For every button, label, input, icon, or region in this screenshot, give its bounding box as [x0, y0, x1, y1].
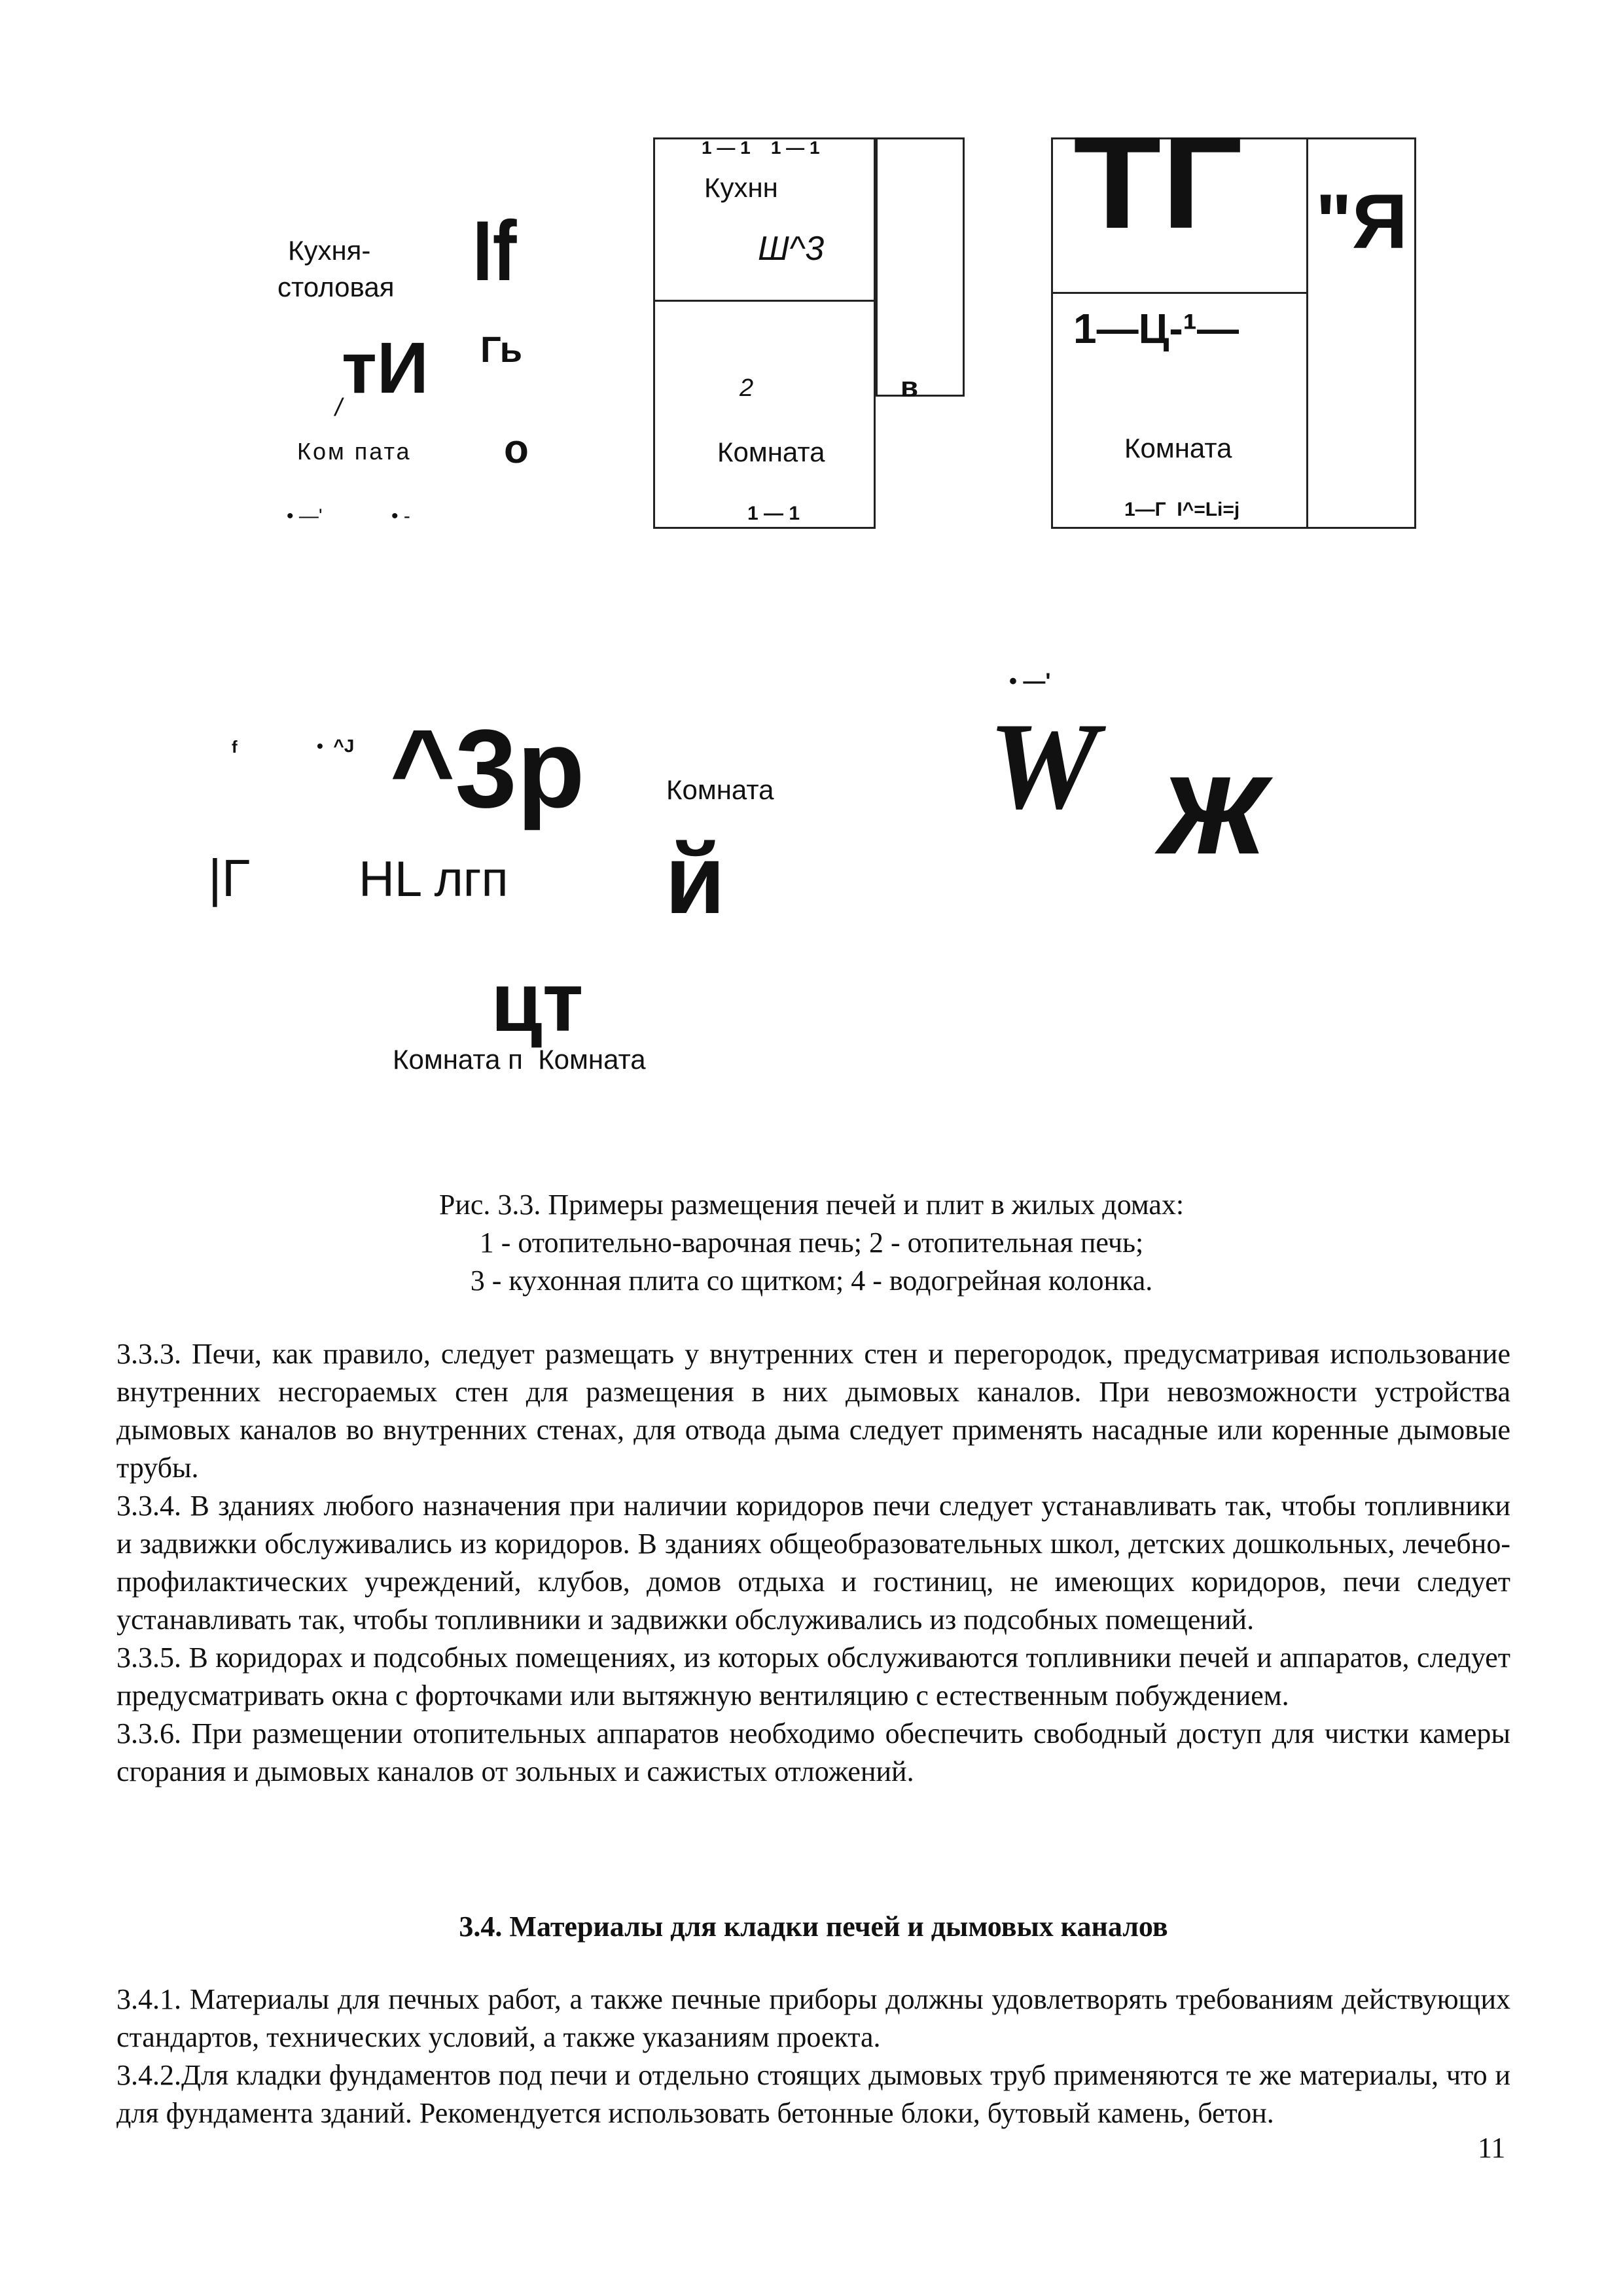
- row2-room-label: Комната: [666, 774, 774, 805]
- glyph-if: If: [473, 203, 517, 298]
- paragraph-3-3-3: 3.3.3. Печи, как правило, следует размещать у внутренних стен и перегородок, предусматривая использование внутренних несгораемых стен для размещения в них дымовых каналов. При невозможности устройства дымовых каналов во внутренних стенах, для отвода дыма следует применять насадные или коренные дымовые трубы.: [116, 1338, 1510, 1484]
- kitchen-dining-label-2: столовая: [277, 272, 395, 302]
- plan2-bottom-mark: 1 — 1: [747, 503, 800, 524]
- paragraph-3-4-1: 3.4.1. Материалы для печных работ, а также печные приборы должны удовлетворять требованиям действующих стандартов, технических условий, а также указаниям проекта.: [116, 1983, 1510, 2053]
- row2-glyph-w: W: [988, 698, 1099, 835]
- plan3-glyph-code: 1—Ц-¹—: [1073, 305, 1239, 352]
- paragraph-3-3-5: 3.3.5. В коридорах и подсобных помещениях, из которых обслуживаются топливники печей и аппаратов, следует предусматривать окна с форточками или вытяжную вентиляцию с естественным побуждением.: [116, 1641, 1510, 1712]
- plan3-bottom-mark: 1—Г I^=Li=j: [1124, 499, 1240, 520]
- glyph-o: о: [504, 427, 529, 472]
- plan2-kitchen-label: Кухнн: [704, 172, 778, 203]
- row2-glyph-hl: HL лгп: [359, 852, 508, 907]
- caption-line-3: 3 - кухонная плита со щитком; 4 - водогрейная колонка.: [470, 1265, 1153, 1297]
- room-label-plan1: Ком пата: [297, 438, 412, 465]
- plan3-glyph-ya: "Я: [1315, 179, 1408, 265]
- mark-left: • —': [287, 505, 323, 527]
- plan2-glyph-b: в: [901, 371, 919, 403]
- plan3-glyph-tg: ТГ: [1073, 110, 1243, 256]
- caption-line-2: 1 - отопительно-варочная печь; 2 - отопительная печь;: [479, 1227, 1144, 1259]
- row2-glyph-zh: ж: [1161, 723, 1267, 884]
- row2-glyph-dot-j: • ^J: [317, 736, 355, 756]
- section-3-4-text: [116, 1981, 1510, 2132]
- row2-glyph-f: f: [232, 737, 238, 757]
- row2-glyph-y: й: [665, 824, 726, 934]
- glyph-ti: тИ: [342, 328, 429, 408]
- row2-glyph-g: |Г: [208, 849, 251, 907]
- glyph-gb: Гь: [480, 329, 523, 370]
- plan2-number-2: 2: [740, 374, 754, 402]
- paragraph-3-4-2: 3.4.2.Для кладки фундаментов под печи и отдельно стоящих дымовых труб применяются те же материалы, что и для фундамента зданий. Рекомендуется использовать бетонные блоки, бутовый камень, бетон.: [116, 2059, 1510, 2129]
- section-3-3-text: [116, 1335, 1510, 1791]
- plan2-divider: [653, 300, 876, 302]
- caption-line-1: Рис. 3.3. Примеры размещения печей и плит в жилых домах:: [438, 1189, 1185, 1221]
- row2-glyph-dot-mark: • —': [1009, 669, 1051, 694]
- plan2-glyph-sh: Ш^3: [758, 230, 825, 268]
- row2-bottom-labels: Комната п Комната: [393, 1044, 646, 1075]
- plan3-vertical-divider: [1306, 137, 1308, 529]
- row2-glyph-ct: цт: [491, 956, 584, 1049]
- plan2-room-label: Комната: [717, 437, 825, 467]
- plan3-room-label: Комната: [1124, 433, 1232, 463]
- figure-caption: [196, 1186, 1427, 1300]
- kitchen-dining-label: Кухня-: [288, 235, 371, 266]
- glyph-slash: /: [335, 394, 342, 422]
- page-number: 11: [1478, 2132, 1506, 2164]
- plan2-side-box: [876, 137, 965, 397]
- paragraph-3-3-4: 3.3.4. В зданиях любого назначения при наличии коридоров печи следует устанавливать так, чтобы топливники и задвижки обслуживались из коридоров. В зданиях общеобразовательных школ, детских дошкольных, лечебно-профилактических учреждений, клубов, домов отдыха и гостиниц, не имеющих коридоров, печи следует устанавливать так, чтобы топливники и задвижки обслуживались из подсобных помещений.: [116, 1490, 1510, 1636]
- mark-right: • -: [391, 505, 410, 527]
- row2-glyph-3r: ^3р: [390, 707, 585, 831]
- plan2-top-mark: 1 — 1 1 — 1: [702, 137, 820, 158]
- plan3-divider: [1051, 292, 1308, 294]
- section-heading-3-4: 3.4. Материалы для кладки печей и дымовых каналов: [459, 1910, 1168, 1943]
- paragraph-3-3-6: 3.3.6. При размещении отопительных аппаратов необходимо обеспечить свободный доступ для чистки камеры сгорания и дымовых каналов от зольных и сажистых отложений.: [116, 1717, 1510, 1787]
